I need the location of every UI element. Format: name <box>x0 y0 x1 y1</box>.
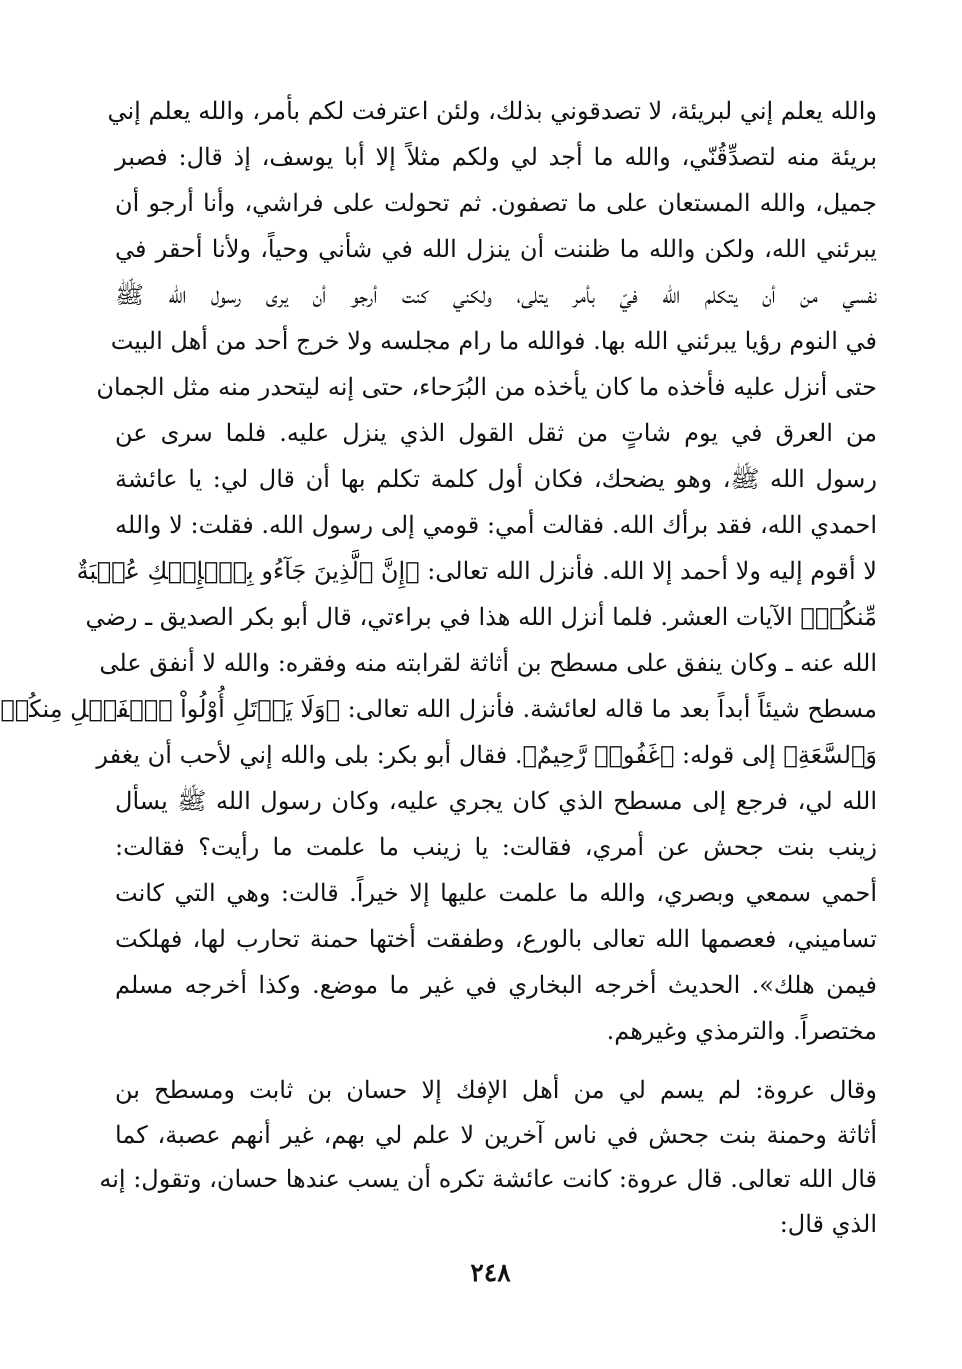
text-line: وَٱلسَّعَةِ﴾ إلى قوله: ﴿غَفُورٞ رَّحِيمٌ﴾. فقال أبو بكر: بلى والله إني لأحب أن يغفر <box>96 741 877 769</box>
page-number: ٢٤٨ <box>470 1258 511 1287</box>
text-line: من العرق في يوم شاتٍ من ثقل القول الذي ينزل عليه. فلما سرى عن <box>115 419 877 447</box>
text-line: تساميني، فعصمها الله تعالى بالورع، وطفقت أختها حمنة تحارب لها، فهلكت <box>115 925 877 953</box>
text-line: احمدي الله، فقد برأك الله. فقالت أمي: قومي إلى رسول الله. فقلت: لا والله <box>115 511 877 539</box>
paragraph-hadith-ifk <box>0 88 877 1054</box>
text-line: مسطح شيئاً أبداً بعد ما قاله لعائشة. فأنزل الله تعالى: ﴿وَلَا يَأۡتَلِ أُوْلُواْ ٱلۡفَضۡلِ مِنكُمۡ <box>0 695 877 723</box>
text-line: رسول الله ﷺ، وهو يضحك، فكان أول كلمة تكلم بها أن قال لي: يا عائشة <box>115 465 877 493</box>
text-line: حتى أنزل عليه فأخذه ما كان يأخذه من البُرَحاء، حتى إنه ليتحدر منه مثل الجمان <box>96 373 877 401</box>
text-line: والله يعلم إني لبريئة، لا تصدقوني بذلك، ولئن اعترفت لكم بأمر، والله يعلم إني <box>107 97 877 125</box>
text-line: بريئة منه لتصدِّقُنّي، والله ما أجد لي ولكم مثلاً إلا أبا يوسف، إذ قال: فصبر <box>115 143 877 171</box>
text-line: الله لي، فرجع إلى مسطح الذي كان يجري عليه، وكان رسول الله ﷺ يسأل <box>115 787 877 815</box>
text-line: قال الله تعالى. قال عروة: كانت عائشة تكره أن يسب عندها حسان، وتقول: إنه <box>99 1165 877 1193</box>
text-line: يبرئني الله، ولكن والله ما ظننت أن ينزل الله في شأني وحياً، ولأنا أحقر في <box>115 235 877 263</box>
text-line: أحمي سمعي وبصري، والله ما علمت عليها إلا خيراً. قالت: وهي التي كانت <box>115 879 877 907</box>
text-line: مختصراً. والترمذي وغيرهم. <box>606 1017 877 1045</box>
text-line: لا أقوم إليه ولا أحمد إلا الله. فأنزل الله تعالى: ﴿إِنَّ ٱلَّذِينَ جَآءُو بِٱلۡإِفۡكِ عُصۡبَةٌ <box>76 557 877 585</box>
text-line: نفسي من أن يتكلم الله فيّ بأمر يتلى، ولكني كنت أرجو أن يرى رسول الله ﷺ <box>115 281 877 309</box>
text-line: أثاثة وحمنة بنت جحش في ناس آخرين لا علم لي بهم، غير أنهم عصبة، كما <box>115 1120 877 1149</box>
text-line: فيمن هلك». الحديث أخرجه البخاري في غير ما موضع. وكذا أخرجه مسلم <box>115 971 877 999</box>
text-line: زينب بنت جحش عن أمري، فقالت: يا زينب ما علمت ما رأيت؟ فقالت: <box>115 833 877 861</box>
text-line: وقال عروة: لم يسم لي من أهل الإفك إلا حسان بن ثابت ومسطح بن <box>115 1076 877 1104</box>
text-line: في النوم رؤيا يبرئني الله بها. فوالله ما رام مجلسه ولا خرج أحد من أهل البيت <box>110 327 877 355</box>
text-line: مِّنكُمۡ﴾ الآيات العشر. فلما أنزل الله هذا في براءتي، قال أبو بكر الصديق ـ رضي <box>85 603 877 631</box>
text-line: الذي قال: <box>779 1209 877 1238</box>
text-line: جميل، والله المستعان على ما تصفون. ثم تحولت على فراشي، وأنا أرجو أن <box>115 189 877 217</box>
paragraph-urwa <box>99 1068 877 1246</box>
text-line: الله عنه ـ وكان ينفق على مسطح بن أثاثة لقرابته منه وفقره: والله لا أنفق على <box>99 649 877 677</box>
